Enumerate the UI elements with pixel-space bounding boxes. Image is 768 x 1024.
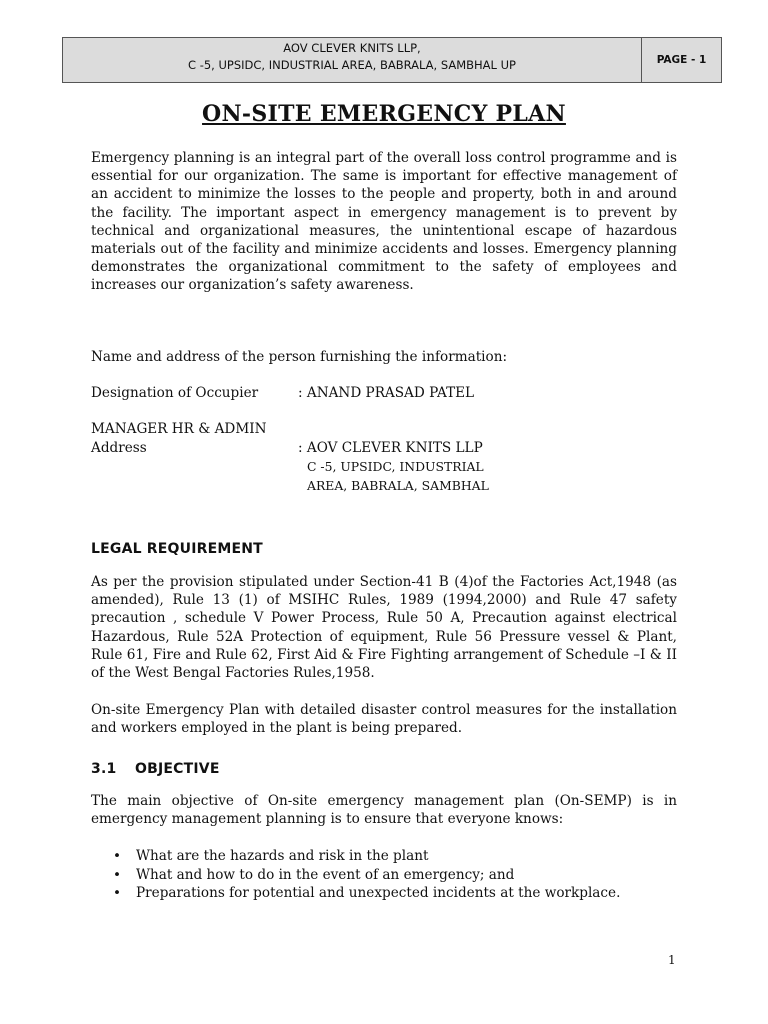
list-item: • What are the hazards and risk in the plant [113,848,429,864]
bullet-icon: • [113,885,122,901]
company-name: AOV CLEVER KNITS LLP, [283,41,421,55]
page-label: PAGE - 1 [656,54,707,66]
company-block [63,38,642,82]
objective-heading [91,761,220,777]
legal-heading: LEGAL REQUIREMENT [91,541,263,557]
bullet-icon: • [113,866,122,883]
address-line-2: C -5, UPSIDC, INDUSTRIAL [307,459,484,474]
document-header [62,37,722,83]
address-label: Address [91,440,147,456]
info-intro: Name and address of the person furnishing the information: [91,349,508,365]
company-address: C -5, UPSIDC, INDUSTRIAL AREA, BABRALA, SAMBHAL UP [188,58,516,72]
objective-paragraph: The main objective of On-site emergency management plan (On-SEMP) is in emergency management planning is to ensure that everyone knows: [91,793,677,828]
occupier-role: MANAGER HR & ADMIN [91,421,267,437]
section-number: 3.1 [91,761,117,777]
objective-list [91,847,620,903]
bullet-icon: • [113,848,122,864]
address-line-1: : AOV CLEVER KNITS LLP [298,440,483,456]
list-item: • What and how to do in the event of an emergency; and [113,866,515,883]
section-title: OBJECTIVE [135,761,220,777]
designation-value: : ANAND PRASAD PATEL [298,385,475,401]
address-line-3: AREA, BABRALA, SAMBHAL [307,478,489,493]
document-title: ON-SITE EMERGENCY PLAN [202,101,566,127]
legal-paragraph-1: As per the provision stipulated under Section-41 B (4)of the Factories Act,1948 (as amended), Rule 13 (1) of MSIHC Rules, 1989 (1994,2000) and Rule 47 safety precaution , schedule V Power Process, Rule 50 A, Precaution against electrical Hazardous, Rule 52A Protection of equipment, Rule 56 Pressure vessel & Plant, Rule 61, Fire and Rule 62, First Aid & Fire Fighting arrangement of Schedule –I & II of the West Bengal Factories Rules,1958. [91,574,677,682]
legal-paragraph-2: On-site Emergency Plan with detailed disaster control measures for the installation and workers employed in the plant is being prepared. [91,702,677,737]
designation-label: Designation of Occupier [91,385,259,401]
list-item: • Preparations for potential and unexpected incidents at the workplace. [113,885,621,901]
intro-paragraph: Emergency planning is an integral part of the overall loss control programme and is essential for our organization. The same is important for effective management of an accident to minimize the losses to the people and property, both in and around the facility. The important aspect in emergency management is to prevent by technical and organizational measures, the unintentional escape of hazardous materials out of the facility and minimize accidents and losses. Emergency planning demonstrates the organizational commitment to the safety of employees and increases our organization’s safety awareness. [91,150,677,294]
page-number: 1 [668,953,676,967]
